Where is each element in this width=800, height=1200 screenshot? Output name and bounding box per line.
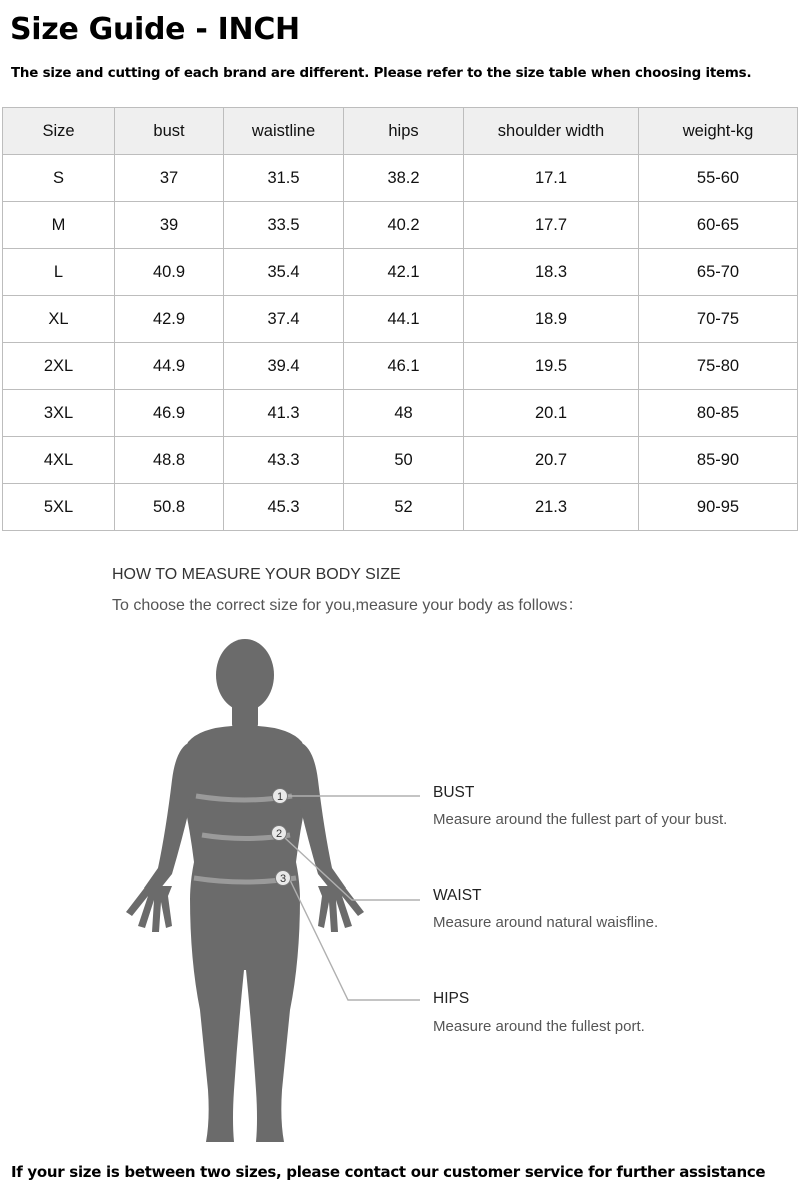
table-cell: S bbox=[3, 155, 115, 202]
table-cell: 33.5 bbox=[224, 202, 344, 249]
table-cell: 46.1 bbox=[344, 343, 464, 390]
table-cell: 20.1 bbox=[464, 390, 639, 437]
table-cell: 18.9 bbox=[464, 296, 639, 343]
bust-label: BUST bbox=[433, 784, 475, 801]
waist-number: 2 bbox=[275, 828, 283, 840]
measure-section-subtitle: To choose the correct size for you,measure your body as follows： bbox=[112, 597, 584, 614]
table-cell: 44.1 bbox=[344, 296, 464, 343]
table-cell: 50 bbox=[344, 437, 464, 484]
table-cell: 75-80 bbox=[639, 343, 798, 390]
table-cell: 37 bbox=[115, 155, 224, 202]
table-cell: 21.3 bbox=[464, 484, 639, 531]
table-cell: L bbox=[3, 249, 115, 296]
table-cell: 39.4 bbox=[224, 343, 344, 390]
page-subtitle: The size and cutting of each brand are different. Please refer to the size table when choosing items. bbox=[11, 66, 752, 81]
table-cell: 55-60 bbox=[639, 155, 798, 202]
column-header-shoulder-width: shoulder width bbox=[464, 108, 639, 155]
table-cell: 43.3 bbox=[224, 437, 344, 484]
table-cell: 41.3 bbox=[224, 390, 344, 437]
bust-number-marker bbox=[273, 789, 288, 804]
left-hand-shape bbox=[126, 886, 172, 932]
table-cell: 44.9 bbox=[115, 343, 224, 390]
table-cell: 85-90 bbox=[639, 437, 798, 484]
left-arm-shape bbox=[144, 742, 190, 894]
table-cell: 39 bbox=[115, 202, 224, 249]
table-cell: 40.2 bbox=[344, 202, 464, 249]
column-header-bust: bust bbox=[115, 108, 224, 155]
table-row bbox=[3, 155, 798, 202]
right-arm-shape bbox=[300, 742, 346, 894]
column-header-waistline: waistline bbox=[224, 108, 344, 155]
hips-label: HIPS bbox=[433, 990, 470, 1007]
bust-description: Measure around the fullest part of your bust. bbox=[433, 811, 728, 828]
waist-description: Measure around natural waisfline. bbox=[433, 914, 659, 931]
hips-description: Measure around the fullest port. bbox=[433, 1018, 645, 1035]
hips-number-marker bbox=[276, 871, 291, 886]
table-cell: 3XL bbox=[3, 390, 115, 437]
table-cell: 50.8 bbox=[115, 484, 224, 531]
table-cell: 42.1 bbox=[344, 249, 464, 296]
table-cell: 48.8 bbox=[115, 437, 224, 484]
table-cell: 65-70 bbox=[639, 249, 798, 296]
table-cell: 38.2 bbox=[344, 155, 464, 202]
table-cell: 40.9 bbox=[115, 249, 224, 296]
table-cell: XL bbox=[3, 296, 115, 343]
table-cell: M bbox=[3, 202, 115, 249]
table-cell: 80-85 bbox=[639, 390, 798, 437]
table-cell: 37.4 bbox=[224, 296, 344, 343]
table-cell: 45.3 bbox=[224, 484, 344, 531]
table-cell: 48 bbox=[344, 390, 464, 437]
waist-number-marker bbox=[272, 826, 287, 841]
table-cell: 42.9 bbox=[115, 296, 224, 343]
table-cell: 52 bbox=[344, 484, 464, 531]
body-silhouette bbox=[126, 639, 364, 1142]
column-header-weight: weight-kg bbox=[639, 108, 798, 155]
table-cell: 60-65 bbox=[639, 202, 798, 249]
body-figure-illustration bbox=[0, 630, 800, 1155]
column-header-size: Size bbox=[3, 108, 115, 155]
table-cell: 4XL bbox=[3, 437, 115, 484]
table-row bbox=[3, 390, 798, 437]
hips-leader-line bbox=[290, 880, 420, 1000]
column-header-hips: hips bbox=[344, 108, 464, 155]
table-cell: 31.5 bbox=[224, 155, 344, 202]
measure-section-title: HOW TO MEASURE YOUR BODY SIZE bbox=[112, 566, 401, 583]
table-cell: 18.3 bbox=[464, 249, 639, 296]
table-row bbox=[3, 202, 798, 249]
footer-note: If your size is between two sizes, please contact our customer service for further assistance bbox=[11, 1163, 766, 1181]
table-cell: 2XL bbox=[3, 343, 115, 390]
bust-number: 1 bbox=[276, 791, 284, 803]
table-row bbox=[3, 437, 798, 484]
table-cell: 5XL bbox=[3, 484, 115, 531]
table-cell: 20.7 bbox=[464, 437, 639, 484]
table-cell: 90-95 bbox=[639, 484, 798, 531]
hips-number: 3 bbox=[279, 873, 287, 885]
table-header-row bbox=[3, 108, 798, 155]
table-cell: 35.4 bbox=[224, 249, 344, 296]
waist-label: WAIST bbox=[433, 887, 482, 904]
table-row bbox=[3, 296, 798, 343]
table-cell: 46.9 bbox=[115, 390, 224, 437]
page-title: Size Guide - INCH bbox=[10, 12, 300, 47]
table-row bbox=[3, 249, 798, 296]
table-cell: 17.1 bbox=[464, 155, 639, 202]
table-cell: 70-75 bbox=[639, 296, 798, 343]
table-row bbox=[3, 484, 798, 531]
table-row bbox=[3, 343, 798, 390]
right-hand-shape bbox=[318, 886, 364, 932]
size-table bbox=[2, 107, 798, 531]
table-cell: 19.5 bbox=[464, 343, 639, 390]
neck-shape bbox=[232, 700, 258, 730]
legs-shape bbox=[190, 898, 300, 1142]
waist-leader-line bbox=[285, 838, 420, 900]
table-cell: 17.7 bbox=[464, 202, 639, 249]
